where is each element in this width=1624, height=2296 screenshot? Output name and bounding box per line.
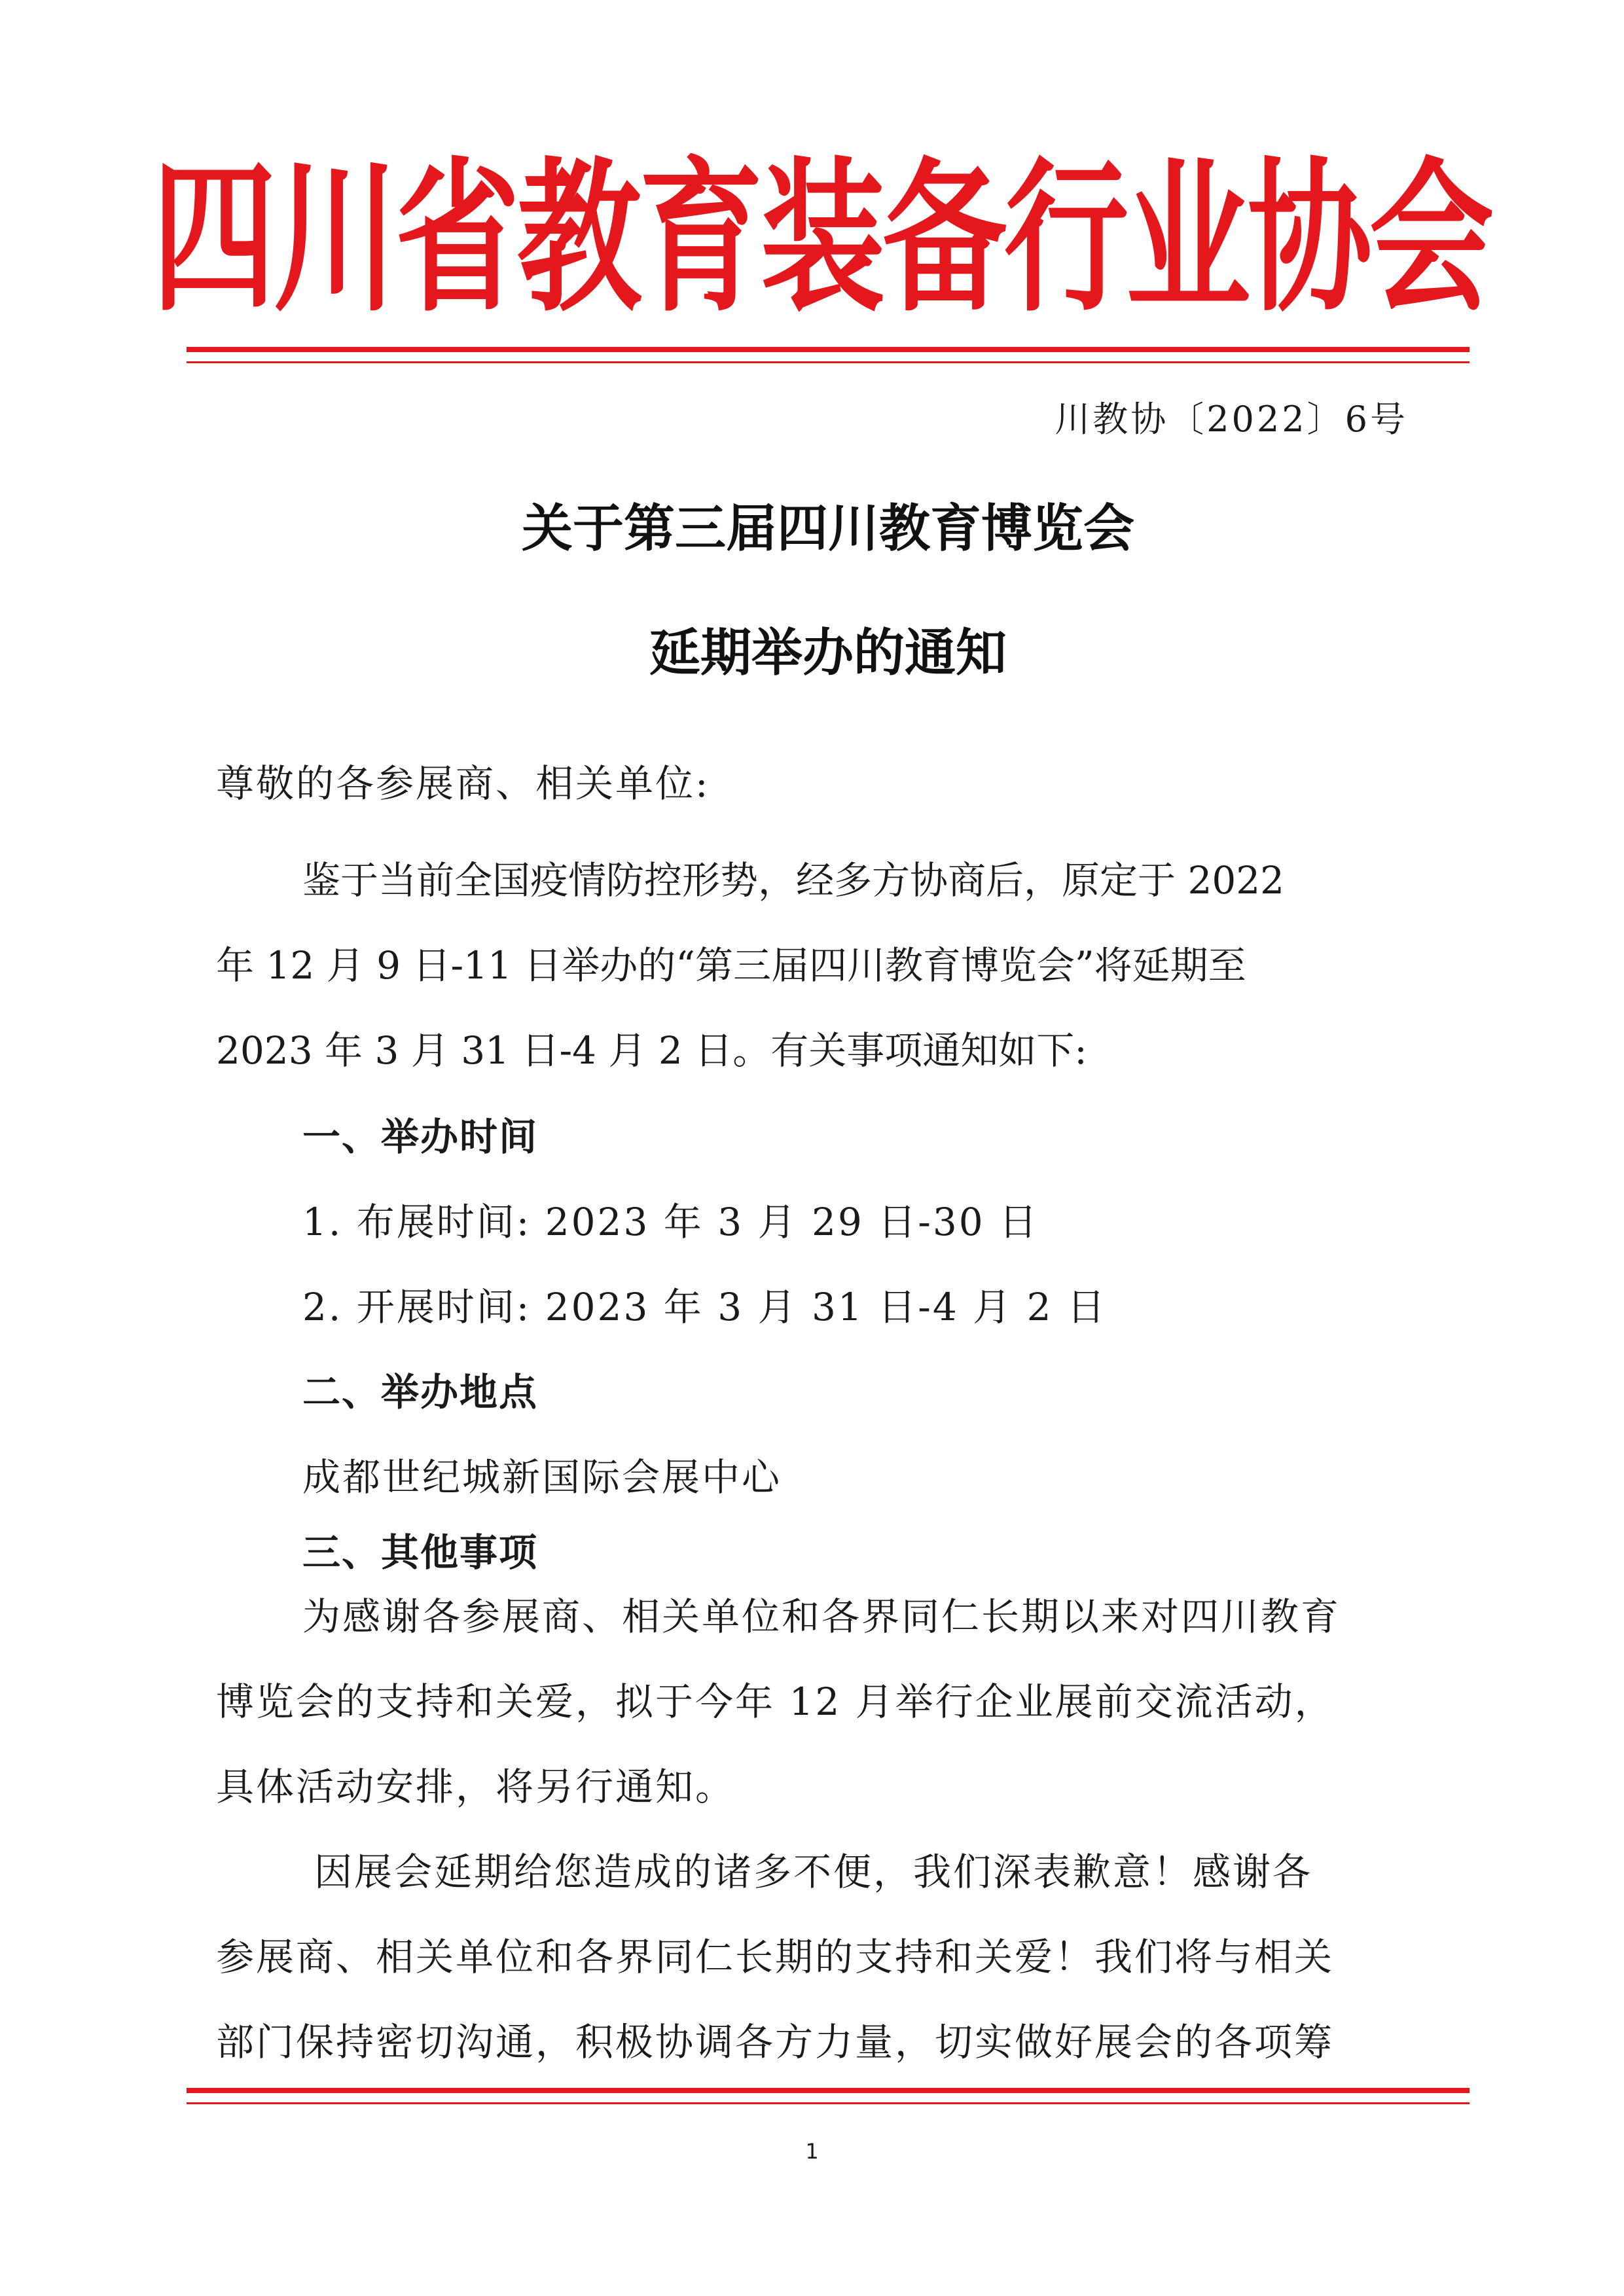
section-heading-place: 二、举办地点 [302, 1370, 539, 1414]
masthead-org-name: 四川省教育装备行业协会 [152, 143, 1492, 334]
closing-paragraph [216, 1829, 1414, 2085]
title-line-1: 关于第三届四川教育博览会 [521, 499, 1134, 558]
footer-rule-thick [187, 2088, 1470, 2093]
closing-line: 参展商、相关单位和各界同仁长期的支持和关爱！我们将与相关 [216, 1935, 1335, 1979]
footer-rule-thin [187, 2102, 1470, 2104]
other-line: 博览会的支持和关爱，拟于今年 12 月举行企业展前交流活动， [216, 1679, 1335, 1724]
intro-line: 鉴于当前全国疫情防控形势，经多方协商后，原定于 2022 [302, 858, 1285, 903]
section-heading-time: 一、举办时间 [302, 1115, 539, 1159]
document-number: 川教协〔2022〕6号 [1055, 399, 1408, 440]
salutation: 尊敬的各参展商、相关单位: [216, 761, 710, 806]
closing-line: 部门保持密切沟通，积极协调各方力量，切实做好展会的各项筹 [216, 2020, 1335, 2064]
intro-paragraph [216, 838, 1414, 1093]
page-number: 1 [805, 2139, 819, 2164]
other-line: 为感谢各参展商、相关单位和各界同仁长期以来对四川教育 [302, 1594, 1341, 1639]
place-text: 成都世纪城新国际会展中心 [302, 1455, 782, 1499]
intro-line: 年 12 月 9 日-11 日举办的“第三届四川教育博览会”将延期至 [216, 943, 1246, 988]
intro-line: 2023 年 3 月 31 日-4 月 2 日。有关事项通知如下: [216, 1028, 1087, 1073]
masthead-rule-thin [187, 361, 1470, 363]
section-heading-other: 三、其他事项 [302, 1530, 539, 1575]
other-paragraph [216, 1574, 1414, 1829]
time-item-setup: 1. 布展时间: 2023 年 3 月 29 日-30 日 [302, 1200, 1039, 1244]
title-line-2: 延期举办的通知 [649, 623, 1007, 683]
time-item-open: 2. 开展时间: 2023 年 3 月 31 日-4 月 2 日 [302, 1285, 1107, 1329]
other-line: 具体活动安排，将另行通知。 [216, 1765, 736, 1809]
closing-line: 因展会延期给您造成的诸多不便，我们深表歉意！感谢各 [314, 1850, 1313, 1894]
masthead-rule-thick [187, 347, 1470, 352]
